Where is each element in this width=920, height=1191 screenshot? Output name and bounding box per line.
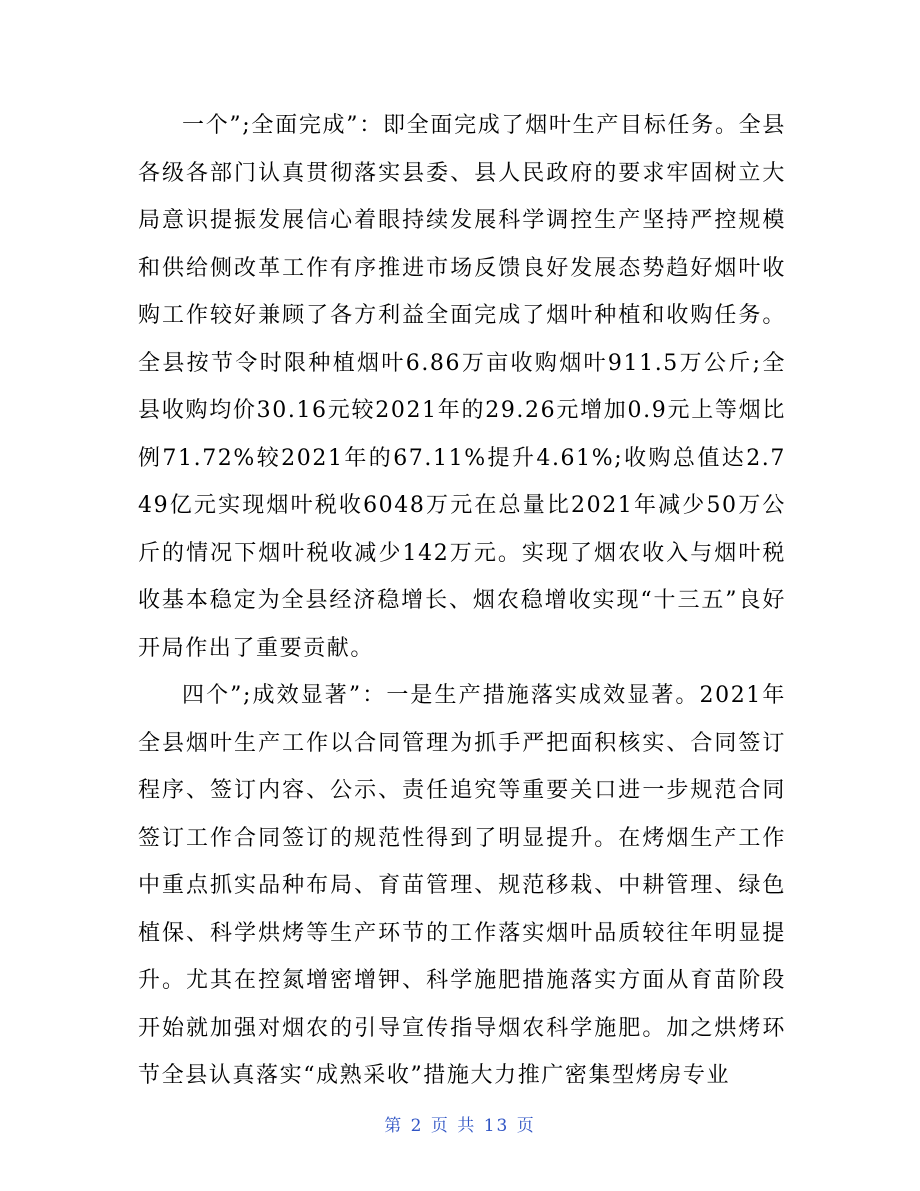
document-body: [138, 102, 786, 1100]
paragraph-1: 一个”;全面完成”：即全面完成了烟叶生产目标任务。全县各级各部门认真贯彻落实县委、县人民政府的要求牢固树立大局意识提振发展信心着眼持续发展科学调控生产坚持严控规模和供给侧改革工作有序推进市场反馈良好发展态势趋好烟叶收购工作较好兼顾了各方利益全面完成了烟叶种植和收购任务。全县按节令时限种植烟叶6.86万亩收购烟叶911.5万公斤;全县收购均价30.16元较2021年的29.26元增加0.9元上等烟比例71.72%较2021年的67.11%提升4.61%;收购总值达2.749亿元实现烟叶税收6048万元在总量比2021年减少50万公斤的情况下烟叶税收减少142万元。实现了烟农收入与烟叶税收基本稳定为全县经济稳增长、烟农稳增收实现“十三五”良好开局作出了重要贡献。: [138, 113, 786, 661]
paragraph-2: 四个”;成效显著”：一是生产措施落实成效显著。2021年全县烟叶生产工作以合同管理为抓手严把面积核实、合同签订程序、签订内容、公示、责任追究等重要关口进一步规范合同签订工作合同签订的规范性得到了明显提升。在烤烟生产工作中重点抓实品种布局、育苗管理、规范移栽、中耕管理、绿色植保、科学烘烤等生产环节的工作落实烟叶品质较往年明显提升。尤其在控氮增密增钾、科学施肥措施落实方面从育苗阶段开始就加强对烟农的引导宣传指导烟农科学施肥。加之烘烤环节全县认真落实“成熟采收”措施大力推广密集型烤房专业: [138, 683, 786, 1088]
page-number-footer: 第 2 页 共 13 页: [384, 1116, 536, 1136]
